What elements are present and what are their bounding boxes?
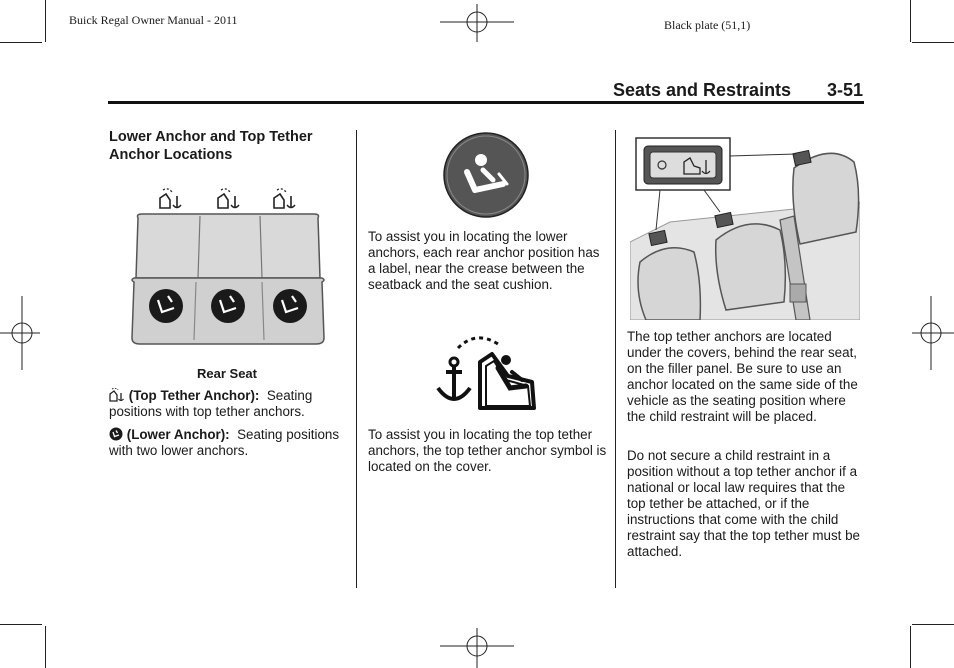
section-heading: Lower Anchor and Top Tether Anchor Locations — [109, 129, 313, 163]
crop-mark — [910, 626, 911, 668]
registration-mark-icon — [0, 296, 40, 370]
paragraph: To assist you in locating the lower anchors, each rear anchor position has a label, near the crease between the seatback and the seat cushion. — [368, 229, 600, 292]
top-tether-anchor-icon — [160, 189, 181, 208]
lower-anchor-icon — [109, 427, 123, 441]
crop-mark — [0, 42, 42, 43]
paragraph: The top tether anchors are located under the covers, behind the rear seat, on the filler panel. Be sure to use an anchor located on the same side of the vehicle as the seating position where the child restraint will be placed. — [627, 329, 858, 424]
crop-mark — [912, 624, 954, 625]
registration-mark-icon — [440, 4, 514, 42]
registration-mark-icon — [912, 296, 954, 370]
paragraph: To assist you in locating the top tether anchors, the top tether anchor symbol is located on the cover. — [368, 427, 607, 474]
paragraph: Do not secure a child restraint in a position without a top tether anchor if a national or local law requires that the top tether be attached, or if the instructions that come with the child restraint say that the top tether must be attached. — [627, 448, 860, 559]
lower-anchor-icon — [443, 132, 529, 218]
page-number: 3-51 — [827, 80, 864, 100]
section-title: Seats and Restraints — [613, 80, 792, 100]
top-tether-anchor-icon — [109, 388, 125, 402]
column-divider — [615, 130, 616, 588]
definition-desc: Seating positions with two lower anchors. — [109, 427, 340, 458]
top-tether-anchor-icon — [274, 189, 295, 208]
crop-mark — [912, 42, 954, 43]
crop-mark — [0, 624, 42, 625]
lower-anchor-icon — [149, 289, 307, 323]
top-tether-anchor-icon — [436, 336, 538, 412]
header-rule — [108, 101, 864, 104]
crop-mark — [45, 626, 46, 668]
column-divider — [356, 130, 357, 588]
registration-mark-icon — [440, 628, 514, 668]
rear-seat-figure — [128, 182, 328, 348]
definition-term: (Top Tether Anchor): — [128, 388, 260, 403]
figure-caption: Rear Seat — [197, 366, 257, 381]
definition-desc: Seating positions with top tether anchors. — [109, 388, 313, 419]
plate-label: Black plate (51,1) — [664, 18, 751, 32]
crop-mark — [45, 0, 46, 42]
definition-top-tether — [109, 388, 349, 420]
crop-mark — [910, 0, 911, 42]
definition-term: (Lower Anchor): — [126, 427, 230, 442]
definition-lower-anchor — [109, 427, 349, 459]
tether-anchor-cover-figure — [630, 132, 860, 320]
top-tether-anchor-icon — [218, 189, 239, 208]
manual-title: Buick Regal Owner Manual - 2011 — [69, 13, 238, 27]
